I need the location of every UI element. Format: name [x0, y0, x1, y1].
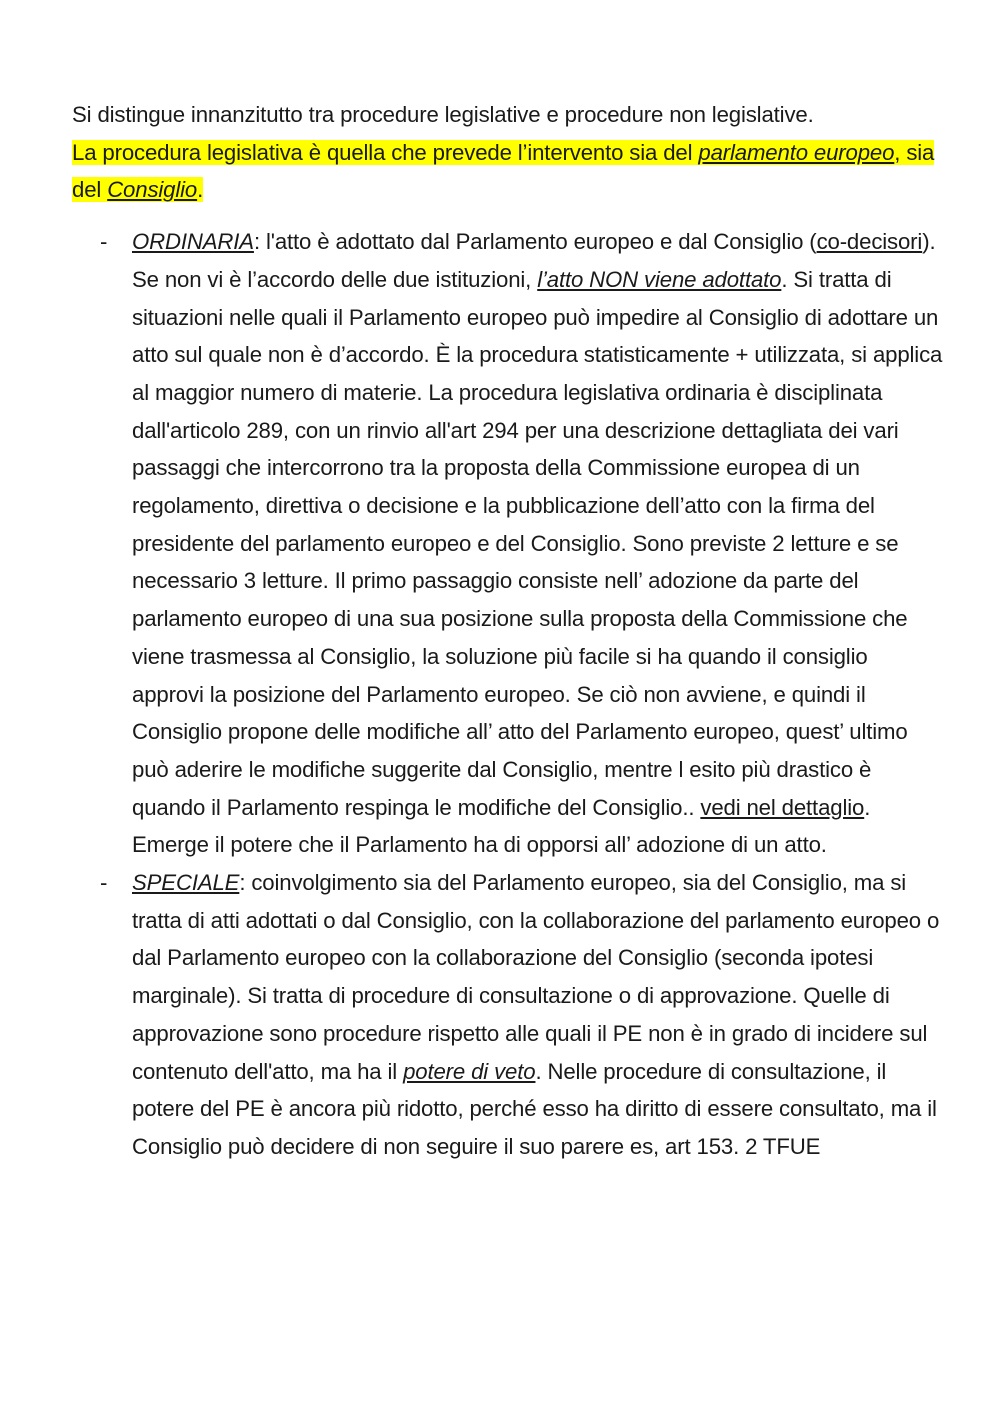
highlight-text-b: , sia del	[72, 139, 935, 203]
ordinaria-emerge-text: Emerge il potere che il Parlamento ha di opporsi all’ adozione di un atto.	[132, 832, 827, 858]
speciale-text-2: . Nelle procedure di consultazione, il potere del PE è ancora più ridotto, perché esso ha diritto di essere consultato, ma il Consiglio può decidere di non seguire il suo parere es, art 153. 2 TFUE	[132, 1058, 937, 1159]
consiglio-link[interactable]: Consiglio	[107, 177, 198, 203]
ordinaria-text-1: : l'atto è adottato dal Parlamento europeo e dal Consiglio (	[253, 229, 817, 255]
intro-line: Si distingue innanzitutto tra procedure legislative e procedure non legislative.	[72, 102, 814, 127]
list-marker: -	[100, 870, 108, 896]
ordinaria-text-3: . Si tratta di situazioni nelle quali il Parlamento europeo può impedire al Consiglio di adottare un atto sul quale non è d’accordo. È la procedura statisticamente + utilizzata, si applica al maggior numero di materie. La procedura legislativa ordinaria è disciplinata dall'articolo 289, con un rinvio all'art 294 per una descrizione dettagliata dei vari passaggi che intercorrono tra la proposta della Commissione europea di un regolamento, direttiva o decisione e la pubblicazione dell’atto con la firma del presidente del parlamento europeo e del Consiglio. Sono previste 2 letture e se necessario 3 letture. Il primo passaggio consiste nell’ adozione da parte del parlamento europeo di una sua posizione sulla proposta della Commissione che viene trasmessa al Consiglio, la soluzione più facile si ha quando il consiglio approvi la posizione del Parlamento europeo. Se ciò non avviene, e quindi il Consiglio propone delle modifiche all’ atto del Parlamento europeo, quest’ ultimo può aderire le modifiche suggerite dal Consiglio, mentre l esito più drastico è quando il Parlamento respinga le modifiche del Consiglio..	[132, 266, 943, 820]
intro-paragraph	[72, 96, 944, 209]
list-item-speciale	[72, 864, 944, 1166]
ordinaria-text-4: .	[864, 794, 871, 820]
parlamento-europeo-link[interactable]: parlamento europeo	[698, 139, 895, 165]
list-item-ordinaria	[72, 223, 944, 864]
list-marker: -	[100, 229, 108, 255]
vedi-nel-dettaglio-link[interactable]: vedi nel dettaglio	[700, 794, 865, 820]
atto-non-adottato-link[interactable]: l’atto NON viene adottato	[537, 266, 782, 292]
speciale-text-1: : coinvolgimento sia del Parlamento europeo, sia del Consiglio, ma si tratta di atti adottati o dal Consiglio, con la collaborazione del parlamento europeo o dal Parlamento europeo con la collaborazione del Consiglio (seconda ipotesi marginale). Si tratta di procedure di consultazione o di approvazione. Quelle di approvazione sono procedure rispetto alle quali il PE non è in grado di incidere sul contenuto dell'atto, ma ha il	[132, 870, 940, 1084]
procedure-list	[72, 223, 944, 1166]
potere-di-veto-link[interactable]: potere di veto	[403, 1058, 536, 1084]
highlight-text-a: La procedura legislativa è quella che prevede l’intervento sia del	[72, 139, 699, 165]
highlight-text-c: .	[197, 177, 204, 203]
ordinaria-term: ORDINARIA	[132, 229, 254, 255]
codecisori-link[interactable]: co-decisori	[816, 229, 923, 255]
document-page	[72, 96, 944, 1166]
speciale-term: SPECIALE	[132, 870, 240, 896]
ordinaria-text-2: ). Se non vi è l’accordo delle due istituzioni,	[132, 229, 936, 292]
highlighted-sentence	[72, 140, 934, 203]
